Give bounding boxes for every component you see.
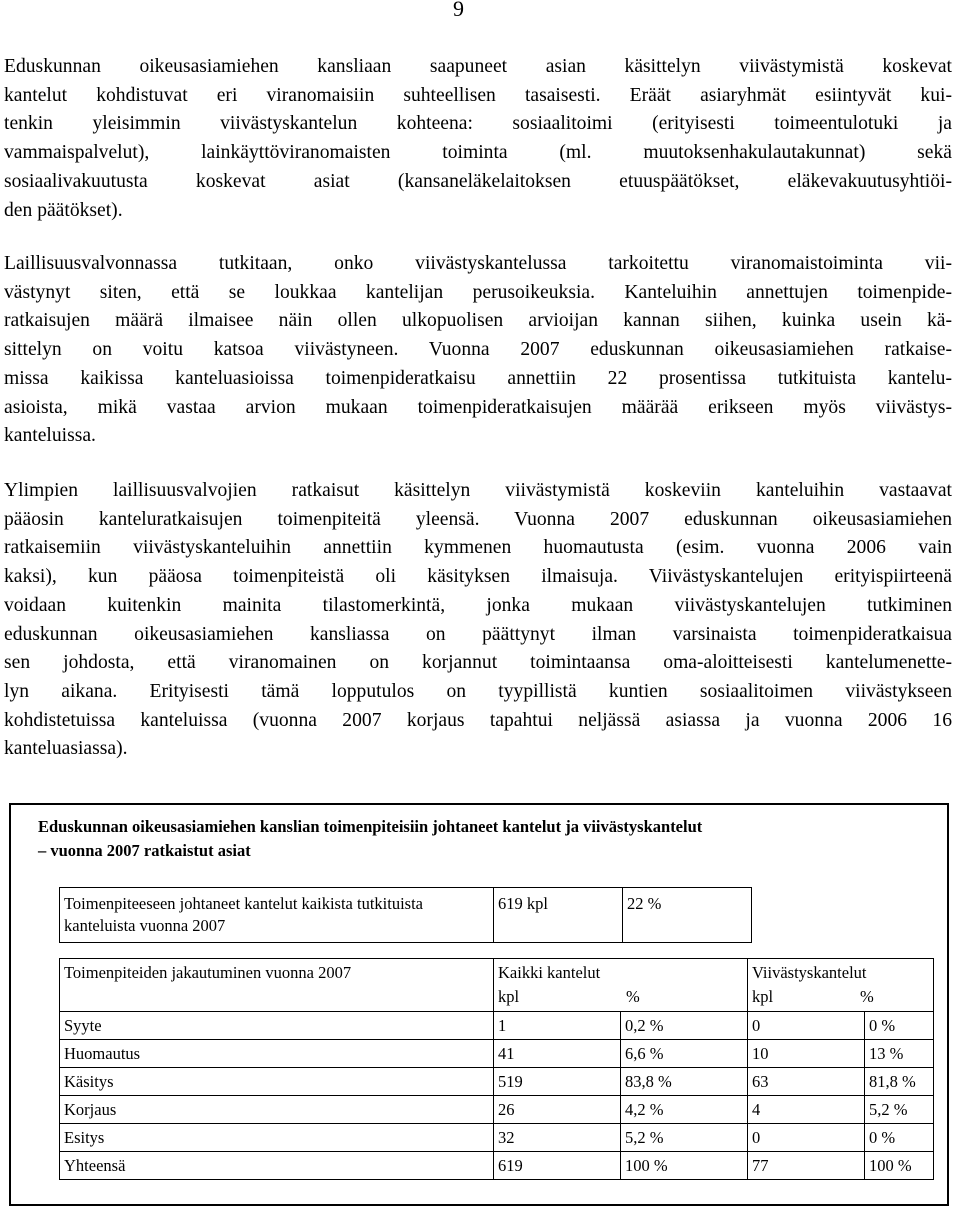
paragraph-line: Ylimpien laillisuusvalvojien ratkaisut käsittelyn viivästymistä koskeviin kanteluihin vastaavat — [4, 480, 952, 501]
delay-complaints-header — [748, 959, 934, 1012]
statistics-box — [9, 803, 949, 1206]
row-all-pct: 83,8 % — [621, 1068, 748, 1096]
paragraph-line: sittelyn on voitu katsoa viivästyneen. Vuonna 2007 eduskunnan oikeusasiamiehen ratkaise- — [4, 339, 952, 361]
delay-complaints-title: Viivästyskantelut — [752, 963, 867, 982]
paragraph-line: sen johdosta, että viranomainen on korjannut toimintaansa oma-aloitteisesti kantelumenette- — [4, 652, 952, 674]
paragraph-line: västynyt siten, että se loukkaa kantelijan perusoikeuksia. Kanteluihin annettujen toimenpide- — [4, 281, 952, 303]
page-number: 9 — [453, 0, 464, 21]
row-label: Korjaus — [60, 1096, 494, 1124]
paragraph-line: vammaispalvelut), lainkäyttöviranomaisten toiminta (ml. muutoksenhakulautakunnat) sekä — [4, 142, 952, 164]
paragraph-line: kantelut kohdistuvat eri viranomaisiin suhteellisen tasaisesti. Eräät asiaryhmät esiintyvät kui- — [4, 84, 952, 106]
table-row — [60, 1152, 934, 1180]
all-kpl-header: kpl — [498, 987, 520, 1006]
all-complaints-title: Kaikki kantelut — [498, 963, 601, 982]
paragraph-line: kaksi), kun pääosa toimenpiteistä oli käsityksen ilmaisuja. Viivästyskantelujen erityispiirteenä — [4, 566, 952, 588]
paragraph-line: pääosin kanteluratkaisujen toimenpiteitä yleensä. Vuonna 2007 eduskunnan oikeusasiamiehen — [4, 508, 952, 530]
row-delay-kpl: 0 — [748, 1124, 865, 1152]
summary-count: 619 kpl — [494, 888, 623, 943]
paragraph-line: voidaan kuitenkin mainita tilastomerkintä, jonka mukaan viivästyskantelujen tutkiminen — [4, 594, 952, 616]
row-delay-kpl: 77 — [748, 1152, 865, 1180]
row-delay-pct: 5,2 % — [865, 1096, 934, 1124]
distribution-header-row — [60, 959, 934, 1012]
row-delay-pct: 81,8 % — [865, 1068, 934, 1096]
paragraph-line: Eduskunnan oikeusasiamiehen kansliaan saapuneet asian käsittelyn viivästymistä koskevat — [4, 56, 952, 77]
paragraph-line: sosiaalivakuutusta koskevat asiat (kansaneläkelaitoksen etuuspäätökset, eläkevakuutusyhtiöi- — [4, 170, 952, 192]
row-delay-kpl: 0 — [748, 1012, 865, 1040]
row-all-pct: 5,2 % — [621, 1124, 748, 1152]
table-row — [60, 1012, 934, 1040]
paragraph-line: eduskunnan oikeusasiamiehen kansliassa on päättynyt ilman varsinaista toimenpideratkaisua — [4, 623, 952, 645]
row-delay-pct: 13 % — [865, 1040, 934, 1068]
paragraph-line: kanteluasiassa). — [4, 738, 128, 760]
distribution-table — [59, 958, 934, 1180]
row-delay-kpl: 10 — [748, 1040, 865, 1068]
paragraph-line: missa kaikissa kanteluasioissa toimenpideratkaisu annettiin 22 prosentissa tutkituista kantelu- — [4, 367, 952, 389]
row-all-kpl: 32 — [494, 1124, 621, 1152]
paragraph-line: tenkin yleisimmin viivästyskantelun kohteena: sosiaalitoimi (erityisesti toimeentulotuki ja — [4, 113, 952, 135]
summary-table — [59, 887, 752, 943]
delay-kpl-header: kpl — [752, 987, 774, 1006]
paragraph-1 — [4, 53, 952, 225]
paragraph-line: den päätökset). — [4, 199, 123, 221]
summary-row — [60, 888, 752, 943]
row-delay-pct: 0 % — [865, 1124, 934, 1152]
paragraph-2 — [4, 250, 952, 451]
table-row — [60, 1068, 934, 1096]
paragraph-line: Laillisuusvalvonnassa tutkitaan, onko viivästyskantelussa tarkoitettu viranomaistoiminta vii- — [4, 253, 952, 274]
box-title — [38, 815, 918, 863]
summary-percent: 22 % — [623, 888, 752, 943]
row-all-kpl: 519 — [494, 1068, 621, 1096]
row-label: Yhteensä — [60, 1152, 494, 1180]
row-all-kpl: 41 — [494, 1040, 621, 1068]
paragraph-line: lyn aikana. Erityisesti tämä lopputulos on tyypillistä kuntien sosiaalitoimen viivästykseen — [4, 680, 952, 702]
box-title-line-2: – vuonna 2007 ratkaistut asiat — [38, 841, 251, 860]
row-delay-pct: 0 % — [865, 1012, 934, 1040]
all-pct-header: % — [626, 987, 640, 1006]
delay-pct-header: % — [860, 987, 874, 1006]
paragraph-line: kanteluissa. — [4, 425, 96, 447]
row-label: Esitys — [60, 1124, 494, 1152]
row-all-kpl: 26 — [494, 1096, 621, 1124]
row-all-pct: 0,2 % — [621, 1012, 748, 1040]
row-label: Huomautus — [60, 1040, 494, 1068]
paragraph-line: ratkaisujen määrä ilmaisee näin ollen ulkopuolisen arvioijan kannan siihen, kuinka usein kä- — [4, 310, 952, 332]
box-title-line-1: Eduskunnan oikeusasiamiehen kanslian toimenpiteisiin johtaneet kantelut ja viivästyskantelut — [38, 817, 703, 836]
row-all-pct: 4,2 % — [621, 1096, 748, 1124]
summary-label: Toimenpiteeseen johtaneet kantelut kaikista tutkituista kanteluista vuonna 2007 — [60, 888, 494, 943]
row-all-kpl: 619 — [494, 1152, 621, 1180]
row-all-pct: 100 % — [621, 1152, 748, 1180]
table-row — [60, 1040, 934, 1068]
table-row — [60, 1124, 934, 1152]
row-delay-kpl: 4 — [748, 1096, 865, 1124]
row-label: Käsitys — [60, 1068, 494, 1096]
paragraph-line: asioista, mikä vastaa arvion mukaan toimenpideratkaisujen määrää erikseen myös viivästys- — [4, 396, 952, 418]
row-all-pct: 6,6 % — [621, 1040, 748, 1068]
row-all-kpl: 1 — [494, 1012, 621, 1040]
paragraph-line: ratkaisemiin viivästyskanteluihin annettiin kymmenen huomautusta (esim. vuonna 2006 vain — [4, 537, 952, 559]
table-row — [60, 1096, 934, 1124]
row-delay-pct: 100 % — [865, 1152, 934, 1180]
all-complaints-header — [494, 959, 748, 1012]
row-label: Syyte — [60, 1012, 494, 1040]
paragraph-line: kohdistetuissa kanteluissa (vuonna 2007 korjaus tapahtui neljässä asiassa ja vuonna 2006 16 — [4, 709, 952, 731]
row-delay-kpl: 63 — [748, 1068, 865, 1096]
paragraph-3 — [4, 477, 952, 764]
distribution-header-label: Toimenpiteiden jakautuminen vuonna 2007 — [60, 959, 494, 1012]
